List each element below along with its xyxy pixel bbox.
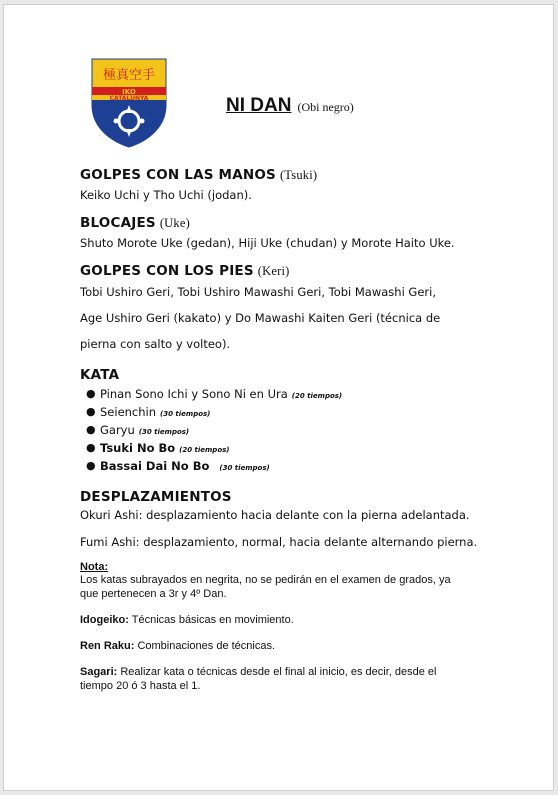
section-heading: KATA: [80, 367, 120, 383]
document-page: [3, 4, 554, 791]
bullet-icon: ●: [86, 387, 96, 400]
section-heading: GOLPES CON LOS PIES: [80, 263, 254, 279]
bullet-icon: ●: [86, 423, 96, 436]
logo-catalunya-text: CATALUNYA: [109, 95, 149, 102]
section-desplazamientos: [80, 489, 520, 549]
section-line: Keiko Uchi y Tho Uchi (jodan).: [80, 188, 252, 202]
bullet-icon: ●: [86, 441, 96, 454]
nota-line: Los katas subrayados en negrita, no se pedirán en el examen de grados, ya: [80, 574, 451, 586]
section-kata: [80, 367, 520, 383]
section-subheading: (Uke): [159, 216, 190, 230]
bullet-icon: ●: [86, 405, 96, 418]
nota-label: Nota:: [80, 561, 109, 573]
section-uke: [80, 215, 520, 250]
sagari-line: Sagari: Realizar kata o técnicas desde el final al inicio, es decir, desde el: [80, 666, 437, 678]
page-title: NI DAN: [226, 95, 292, 116]
section-line: Okuri Ashi: desplazamiento hacia delante con la pierna adelantada.: [80, 508, 470, 522]
renraku-line: Ren Raku: Combinaciones de técnicas.: [80, 640, 276, 652]
section-tsuki: [80, 167, 520, 202]
section-line: Age Ushiro Geri (kakato) y Do Mawashi Kaiten Geri (técnica de: [80, 311, 441, 325]
section-line: Tobi Ushiro Geri, Tobi Ushiro Mawashi Geri, Tobi Mawashi Geri,: [80, 285, 437, 299]
bullet-icon: ●: [86, 459, 96, 472]
kata-item: ● Seienchin (30 tiempos): [86, 405, 211, 419]
section-subheading: (Keri): [257, 264, 290, 278]
notes-section: [80, 561, 520, 693]
kata-item: ● Bassai Dai No Bo (30 tiempos): [86, 459, 270, 473]
section-heading: DESPLAZAMIENTOS: [80, 489, 232, 505]
section-subheading: (Tsuki): [279, 168, 318, 182]
nota-line: que pertenecen a 3r y 4º Dan.: [80, 588, 227, 600]
kata-item: ● Pinan Sono Ichi y Sono Ni en Ura (20 tiempos): [86, 387, 343, 401]
section-heading: GOLPES CON LAS MANOS: [80, 167, 276, 183]
section-heading: BLOCAJES: [80, 215, 156, 231]
sagari-line-2: tiempo 20 ó 3 hasta el 1.: [80, 680, 201, 692]
section-keri: [80, 263, 520, 351]
kata-item: ● Garyu (30 tiempos): [86, 423, 190, 437]
section-line: Fumi Ashi: desplazamiento, normal, hacia delante alternando pierna.: [80, 535, 478, 549]
page-title-row: [226, 95, 354, 117]
section-line: Shuto Morote Uke (gedan), Hiji Uke (chudan) y Morote Haito Uke.: [80, 236, 455, 250]
page-subtitle: (Obi negro): [297, 100, 354, 114]
logo-kanji: 極真空手: [102, 68, 156, 83]
iko-catalunya-shield-logo: [90, 57, 168, 149]
logo-iko-text: IKO: [122, 88, 136, 96]
section-line: pierna con salto y volteo).: [80, 337, 231, 351]
idogeiko-line: Idogeiko: Técnicas básicas en movimiento.: [80, 614, 294, 626]
kata-item: ● Tsuki No Bo (20 tiempos): [86, 441, 230, 455]
